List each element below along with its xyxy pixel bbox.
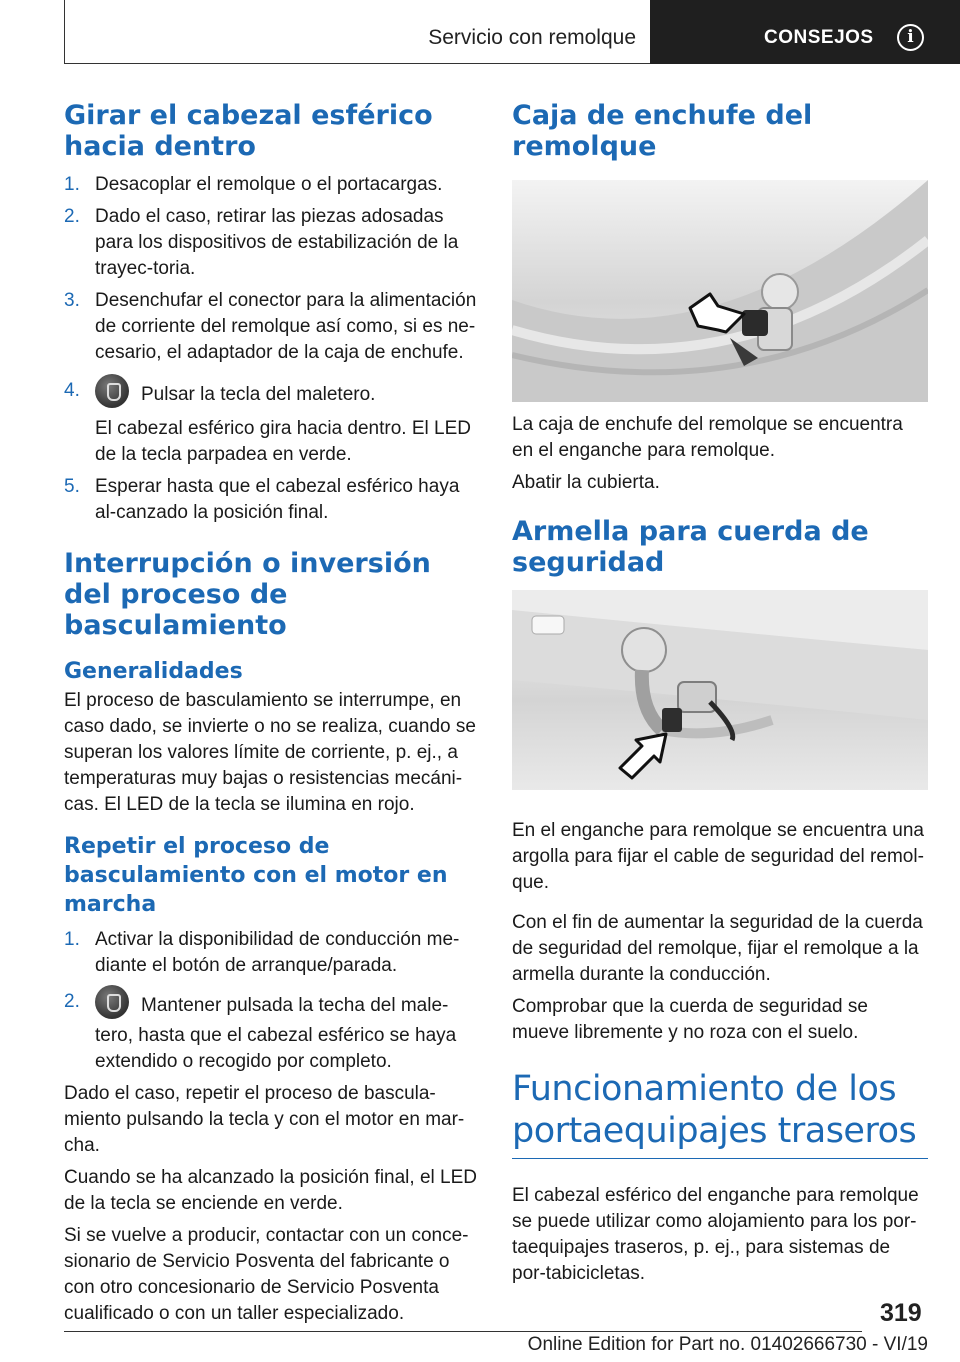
paragraph: En el enganche para remolque se encuentra una argolla para fijar el cable de seguridad del remol-que. bbox=[512, 820, 924, 893]
header-left-rule bbox=[64, 0, 65, 64]
subheading-repeat: Repetir el proceso de basculamiento con el motor en marcha bbox=[64, 834, 448, 917]
right-column bbox=[512, 100, 928, 1287]
repeat-steps-list bbox=[64, 927, 478, 1075]
step-text: Esperar hasta que el cabezal esférico haya al-canzado la posición final. bbox=[95, 476, 460, 523]
subheading-general: Generalidades bbox=[64, 659, 243, 684]
trunk-button-icon bbox=[95, 374, 129, 408]
header-bottom-rule bbox=[64, 63, 650, 64]
step-number: 1. bbox=[64, 174, 80, 195]
heading-socket: Caja de enchufe del remolque bbox=[512, 100, 813, 162]
list-item bbox=[64, 172, 478, 198]
paragraph: Comprobar que la cuerda de seguridad se mueve libremente y no roza con el suelo. bbox=[512, 996, 868, 1043]
paragraph: La caja de enchufe del remolque se encuentra en el enganche para remolque. bbox=[512, 414, 903, 461]
list-item bbox=[64, 204, 478, 282]
paragraph: Abatir la cubierta. bbox=[512, 472, 660, 493]
info-icon[interactable]: i bbox=[897, 24, 924, 51]
step-number: 1. bbox=[64, 929, 80, 950]
step-number: 4. bbox=[64, 380, 80, 401]
step-text-main: Mantener pulsada la techa del male-tero, hasta que el cabezal esférico se haya extendido o recogido por completo. bbox=[95, 995, 457, 1072]
step-number: 2. bbox=[64, 991, 80, 1012]
list-item bbox=[64, 474, 478, 526]
step-text: Desacoplar el remolque o el portacargas. bbox=[95, 174, 443, 195]
heading-interruption: Interrupción o inversión del proceso de basculamiento bbox=[64, 548, 431, 641]
step-number: 2. bbox=[64, 206, 80, 227]
list-item bbox=[64, 927, 478, 979]
socket-illustration bbox=[512, 180, 928, 402]
step-number: 3. bbox=[64, 290, 80, 311]
step-number: 5. bbox=[64, 476, 80, 497]
step-text: Desenchufar el conector para la alimentación de corriente del remolque así como, si es ne-cesario, el adaptador de la caja de enchufe. bbox=[95, 290, 477, 363]
step-text bbox=[95, 989, 478, 1075]
header-tab-label: CONSEJOS bbox=[764, 27, 874, 48]
left-column bbox=[64, 100, 478, 1327]
pointer-arrow-icon bbox=[620, 734, 666, 778]
paragraph: Con el fin de aumentar la seguridad de la cuerda de seguridad del remolque, fijar el remolque a la armella durante la conducción. bbox=[512, 912, 923, 985]
paragraph: Si se vuelve a producir, contactar con un conce-sionario de Servicio Posventa del fabricante o con otro concesionario de Servicio Posventa cualificado o con un taller especializado. bbox=[64, 1225, 469, 1324]
paragraph: Cuando se ha alcanzado la posición final, el LED de la tecla se enciende en verde. bbox=[64, 1167, 477, 1214]
eyelet-illustration bbox=[512, 590, 928, 790]
step-continuation: El cabezal esférico gira hacia dentro. El LED de la tecla parpadea en verde. bbox=[95, 418, 471, 465]
step-text-main: Pulsar la tecla del maletero. bbox=[141, 384, 376, 406]
paragraph: El proceso de basculamiento se interrumpe, en caso dado, se invierte o no se realiza, cuando se superan los valores límite de corriente, p. ej., a temperaturas muy bajas o resistencias mecáni-cas. El LED de la tecla se ilumina en rojo. bbox=[64, 690, 476, 815]
socket-drawing bbox=[512, 180, 928, 402]
heading-rear-carriers: Funcionamiento de los portaequipajes traseros bbox=[512, 1069, 917, 1151]
header-tab[interactable] bbox=[650, 0, 960, 64]
eyelet-drawing bbox=[512, 590, 928, 790]
trunk-button-icon bbox=[95, 985, 129, 1019]
header-section-title: Servicio con remolque bbox=[428, 26, 636, 49]
footer-rule bbox=[64, 1331, 862, 1332]
list-item bbox=[64, 288, 478, 366]
list-item bbox=[64, 378, 478, 468]
paragraph: Dado el caso, repetir el proceso de bascula-miento pulsando la tecla y con el motor en mar-cha. bbox=[64, 1083, 465, 1156]
page-number: 319 bbox=[880, 1299, 922, 1327]
footer-edition: Online Edition for Part no. 01402666730 - VI/19 bbox=[527, 1334, 928, 1355]
step-text: Dado el caso, retirar las piezas adosadas para los dispositivos de estabilización de la trayec-toria. bbox=[95, 206, 459, 279]
step-text bbox=[95, 378, 478, 412]
heading-rotate-ball-head: Girar el cabezal esférico hacia dentro bbox=[64, 100, 433, 162]
heading-safety-eyelet: Armella para cuerda de seguridad bbox=[512, 516, 869, 578]
step-text: Activar la disponibilidad de conducción me-diante el botón de arranque/parada. bbox=[95, 929, 460, 976]
paragraph: El cabezal esférico del enganche para remolque se puede utilizar como alojamiento para los por-taequipajes traseros, p. ej., para sistemas de por-tabicicletas. bbox=[512, 1185, 919, 1284]
list-item bbox=[64, 989, 478, 1075]
heading-rule bbox=[512, 1158, 928, 1159]
rotate-steps-list bbox=[64, 172, 478, 526]
